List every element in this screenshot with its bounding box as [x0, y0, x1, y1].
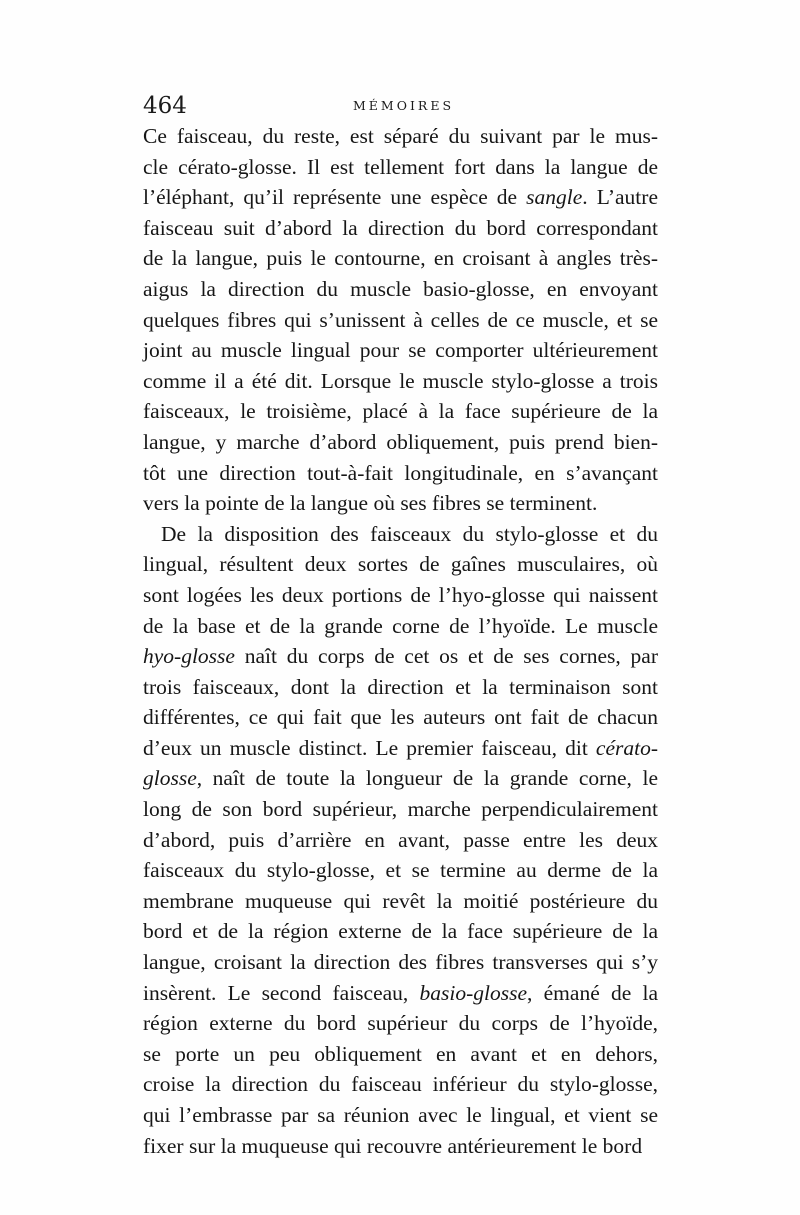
text-line [143, 1008, 658, 1039]
text-run: comme il a été dit. Lorsque le muscle stylo-glosse a trois [143, 368, 658, 393]
text-run: joint au muscle lingual pour se comporter ultérieurement [143, 338, 658, 363]
text-run: différentes, ce qui fait que les auteurs ont fait de chacun [143, 705, 658, 730]
text-run: d’eux un muscle distinct. Le premier faisceau, dit [143, 735, 596, 760]
text-run: naît du corps de cet os et de ses cornes, par [234, 644, 658, 669]
text-line [143, 549, 658, 580]
text-run: tôt une direction tout-à-fait longitudinale, en s’avançant [143, 460, 658, 485]
text-line [143, 121, 658, 152]
text-run: membrane muqueuse qui revêt la moitié postérieure du [143, 888, 658, 913]
running-title: MÉMOIRES [353, 98, 455, 113]
text-run: long de son bord supérieur, marche perpendiculairement [143, 797, 658, 822]
text-run: quelques fibres qui s’unissent à celles de ce muscle, et se [143, 307, 658, 332]
text-run: bord et de la région externe de la face supérieure de la [143, 919, 658, 944]
text-run: faisceau suit d’abord la direction du bord correspondant [143, 215, 658, 240]
text-line [143, 641, 658, 672]
paragraph [143, 121, 658, 519]
paragraph [143, 519, 658, 1161]
text-run: insèrent. Le second faisceau, [143, 980, 420, 1005]
text-line [143, 580, 658, 611]
italic-term: cérato- [595, 735, 658, 760]
text-run: fixer sur la muqueuse qui recouvre antérieurement le bord [143, 1133, 643, 1158]
body-text [143, 121, 658, 1161]
text-run: De la disposition des faisceaux du stylo-glosse et du [161, 521, 658, 546]
text-line [143, 672, 658, 703]
page-number: 464 [143, 93, 187, 119]
text-run: vers la pointe de la langue où ses fibres se terminent. [143, 491, 598, 516]
text-run: cle cérato-glosse. Il est tellement fort dans la langue de [143, 154, 658, 179]
text-line [143, 243, 658, 274]
italic-term: hyo-glosse [143, 644, 235, 669]
text-line [143, 519, 658, 550]
text-run: qui l’embrasse par sa réunion avec le lingual, et vient se [143, 1103, 658, 1127]
text-line [143, 763, 658, 794]
text-line [143, 488, 658, 519]
text-line [143, 396, 658, 427]
italic-term: glosse [143, 766, 197, 791]
text-run: . L’autre [582, 185, 658, 210]
text-line [143, 1131, 658, 1162]
text-line [143, 305, 658, 336]
text-run: , émané de la [527, 980, 658, 1005]
text-line [143, 855, 658, 886]
text-run: de la base et de la grande corne de l’hyoïde. Le muscle [143, 613, 658, 638]
text-run: de la langue, puis le contourne, en croisant à angles très- [143, 246, 658, 271]
text-line [143, 1069, 658, 1100]
text-line [143, 825, 658, 856]
italic-term: sangle [526, 185, 583, 210]
page-header [143, 93, 658, 123]
text-line [143, 733, 658, 764]
text-run: faisceaux, le troisième, placé à la face supérieure de la [143, 399, 658, 424]
text-line [143, 947, 658, 978]
text-line [143, 458, 658, 489]
text-line [143, 611, 658, 642]
text-line [143, 427, 658, 458]
text-line [143, 1100, 658, 1131]
text-line [143, 916, 658, 947]
text-line [143, 335, 658, 366]
text-run: aigus la direction du muscle basio-glosse, en envoyant [143, 276, 658, 301]
text-line [143, 213, 658, 244]
text-run: Ce faisceau, du reste, est séparé du suivant par le mus- [143, 124, 658, 148]
text-line [143, 274, 658, 305]
text-run: croise la direction du faisceau inférieur du stylo-glosse, [143, 1072, 658, 1097]
text-line [143, 152, 658, 183]
text-line [143, 794, 658, 825]
italic-term: basio-glosse [419, 980, 528, 1005]
text-run: lingual, résultent deux sortes de gaînes musculaires, où [143, 552, 658, 577]
text-line [143, 702, 658, 733]
text-run: faisceaux du stylo-glosse, et se termine au derme de la [143, 858, 658, 883]
text-run: langue, y marche d’abord obliquement, puis prend bien- [143, 429, 658, 454]
text-line [143, 978, 658, 1009]
text-run: , naît de toute la longueur de la grande corne, le [196, 766, 658, 791]
text-run: région externe du bord supérieur du corps de l’hyoïde, [143, 1011, 658, 1036]
text-run: langue, croisant la direction des fibres transverses qui s’y [143, 950, 658, 975]
text-line [143, 1039, 658, 1070]
text-run: d’abord, puis d’arrière en avant, passe entre les deux [143, 827, 658, 852]
text-run: trois faisceaux, dont la direction et la terminaison sont [143, 674, 658, 699]
text-run: sont logées les deux portions de l’hyo-glosse qui naissent [143, 582, 658, 607]
text-line [143, 182, 658, 213]
text-line [143, 886, 658, 917]
text-run: l’éléphant, qu’il représente une espèce de [143, 185, 527, 210]
text-run: se porte un peu obliquement en avant et en dehors, [143, 1041, 658, 1066]
text-line [143, 366, 658, 397]
